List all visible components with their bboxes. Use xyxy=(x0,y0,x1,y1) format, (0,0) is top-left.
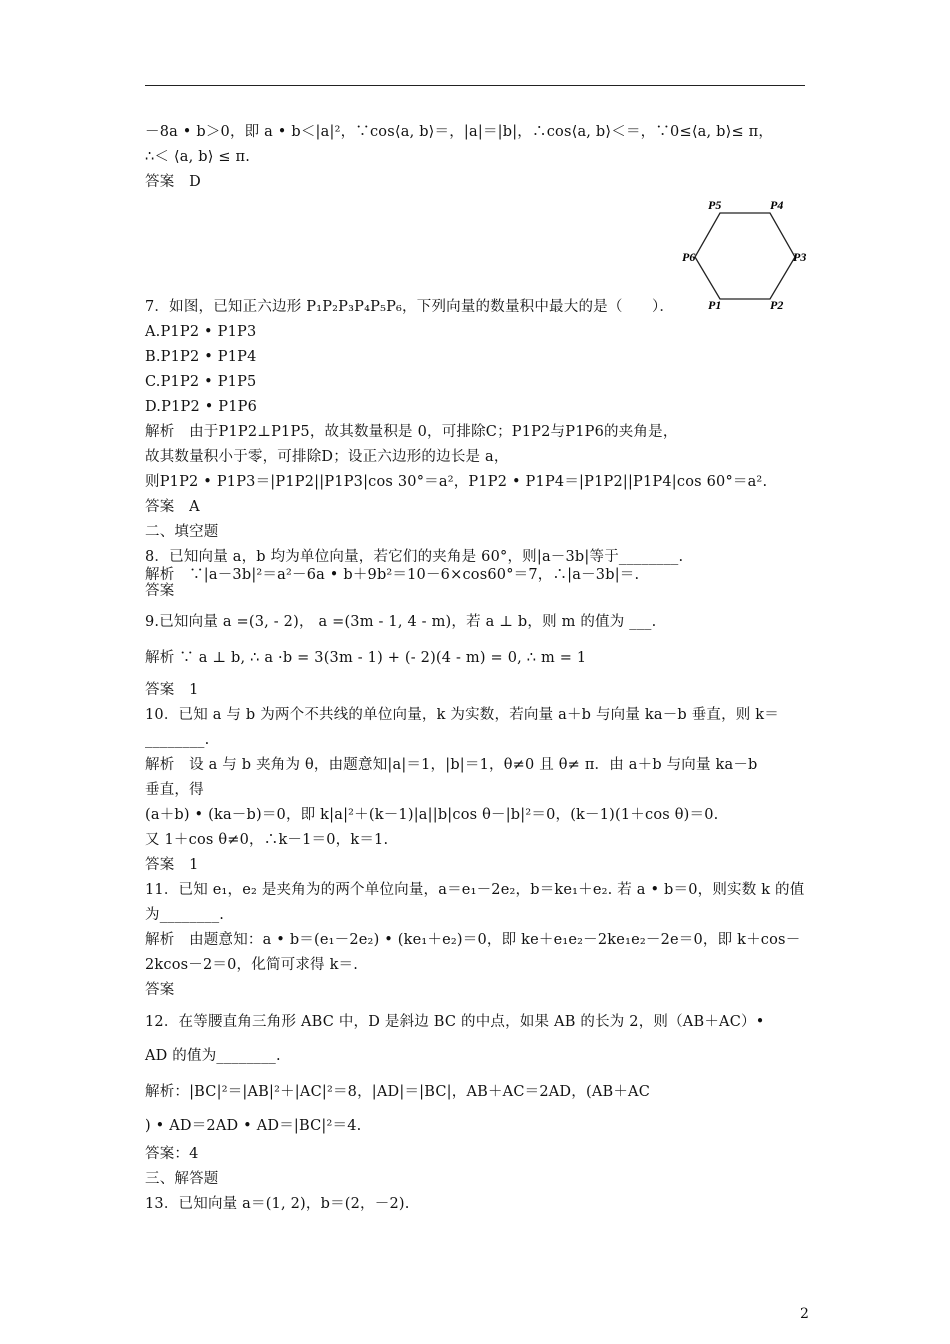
solution-line: 解析 设 a 与 b 夹角为 θ，由题意知|a|＝1，|b|＝1，θ≠0 且 θ≠ π．由 a＋b 与向量 ka－b xyxy=(145,757,758,773)
hex-label: P5 xyxy=(708,198,722,212)
question-12: 12．在等腰直角三角形 ABC 中，D 是斜边 BC 的中点，如果 AB 的长为 2，则（AB＋AC）• xyxy=(145,1014,765,1030)
option-c: C.P1P2 • P1P5 xyxy=(145,374,257,390)
question-12-blank: AD 的值为________. xyxy=(145,1048,281,1064)
solution-line: 故其数量积小于零，可排除D；设正六边形的边长是 a， xyxy=(145,449,509,465)
question-9: 9.已知向量 a =(3, - 2)， a =(3m - 1, 4 - m)，若 a ⊥ b，则 m 的值为 ___. xyxy=(145,614,657,630)
answer-line: 答案 1 xyxy=(145,857,199,873)
question-10: 10．已知 a 与 b 为两个不共线的单位向量，k 为实数，若向量 a＋b 与向量 ka－b 垂直，则 k＝ xyxy=(145,707,779,723)
hex-label: P1 xyxy=(708,298,722,312)
solution-line: 解析 由题意知：a • b＝(e₁－2e₂) • (ke₁＋e₂)＝0，即 ke＋e₁e₂－2ke₁e₂－2e＝0，即 k＋cos－ xyxy=(145,932,801,948)
solution-line: 解析：|BC|²＝|AB|²＋|AC|²＝8，|AD|＝|BC|，AB＋AC＝2AD，(AB＋AC xyxy=(145,1084,651,1100)
answer-line: 答案：4 xyxy=(145,1146,199,1162)
header-rule xyxy=(145,85,805,86)
section-heading: 二、填空题 xyxy=(145,524,219,540)
text-line: ∴＜ ⟨a, b⟩ ≤ π. xyxy=(145,149,251,165)
question-10-blank: ________. xyxy=(145,732,210,748)
answer-line: 答案 xyxy=(145,583,175,599)
question-11-blank: 为________. xyxy=(145,907,225,923)
option-a: A.P1P2 • P1P3 xyxy=(145,324,257,340)
page-number: 2 xyxy=(800,1306,809,1322)
solution-line: 则P1P2 • P1P3＝|P1P2||P1P3|cos 30°＝a²，P1P2 • P1P4＝|P1P2||P1P4|cos 60°＝a². xyxy=(145,474,768,490)
section-heading: 三、解答题 xyxy=(145,1171,219,1187)
option-d: D.P1P2 • P1P6 xyxy=(145,399,258,415)
solution-line: 解析 ∵ a ⊥ b, ∴ a ·b = 3(3m - 1) + (- 2)(4 - m) = 0, ∴ m = 1 xyxy=(145,650,587,666)
hex-label: P3 xyxy=(793,250,807,264)
solution-line: (a＋b) • (ka－b)＝0，即 k|a|²＋(k－1)|a||b|cos θ－|b|²＝0，(k－1)(1＋cos θ)＝0. xyxy=(145,807,719,823)
answer-line: 答案 A xyxy=(145,499,200,515)
question-8: 8．已知向量 a，b 均为单位向量，若它们的夹角是 60°，则|a－3b|等于________. xyxy=(145,549,684,565)
answer-line: 答案 1 xyxy=(145,682,199,698)
text-line: －8a • b＞0，即 a • b＜|a|²，∵cos⟨a, b⟩＝，|a|＝|b|，∴cos⟨a, b⟩＜＝，∵0≤⟨a, b⟩≤ π， xyxy=(145,124,774,140)
solution-line: 解析 由于P1P2⊥P1P5，故其数量积是 0，可排除C；P1P2与P1P6的夹角是， xyxy=(145,424,678,440)
answer-line: 答案 D xyxy=(145,174,201,190)
hex-label: P6 xyxy=(682,250,696,264)
solution-line: 垂直，得 xyxy=(145,782,204,798)
hex-label: P4 xyxy=(770,198,784,212)
question-7: 7．如图，已知正六边形 P₁P₂P₃P₄P₅P₆，下列向量的数量积中最大的是（ ）． xyxy=(145,299,675,315)
hex-label: P2 xyxy=(770,298,784,312)
hexagon-figure xyxy=(680,195,810,315)
question-11: 11．已知 e₁，e₂ 是夹角为的两个单位向量，a＝e₁－2e₂，b＝ke₁＋e₂. 若 a • b＝0，则实数 k 的值 xyxy=(145,882,805,898)
solution-line: ) • AD＝2AD • AD＝|BC|²＝4. xyxy=(145,1118,362,1134)
question-13: 13．已知向量 a＝(1, 2)，b＝(2，－2). xyxy=(145,1196,410,1212)
solution-line: 2kcos－2＝0，化简可求得 k＝. xyxy=(145,957,359,973)
option-b: B.P1P2 • P1P4 xyxy=(145,349,257,365)
solution-line: 又 1＋cos θ≠0，∴k－1＝0，k＝1. xyxy=(145,832,389,848)
answer-line: 答案 xyxy=(145,982,175,998)
solution-line: 解析 ∵|a－3b|²＝a²－6a • b＋9b²＝10－6×cos60°＝7，∴|a－3b|＝. xyxy=(145,567,640,583)
